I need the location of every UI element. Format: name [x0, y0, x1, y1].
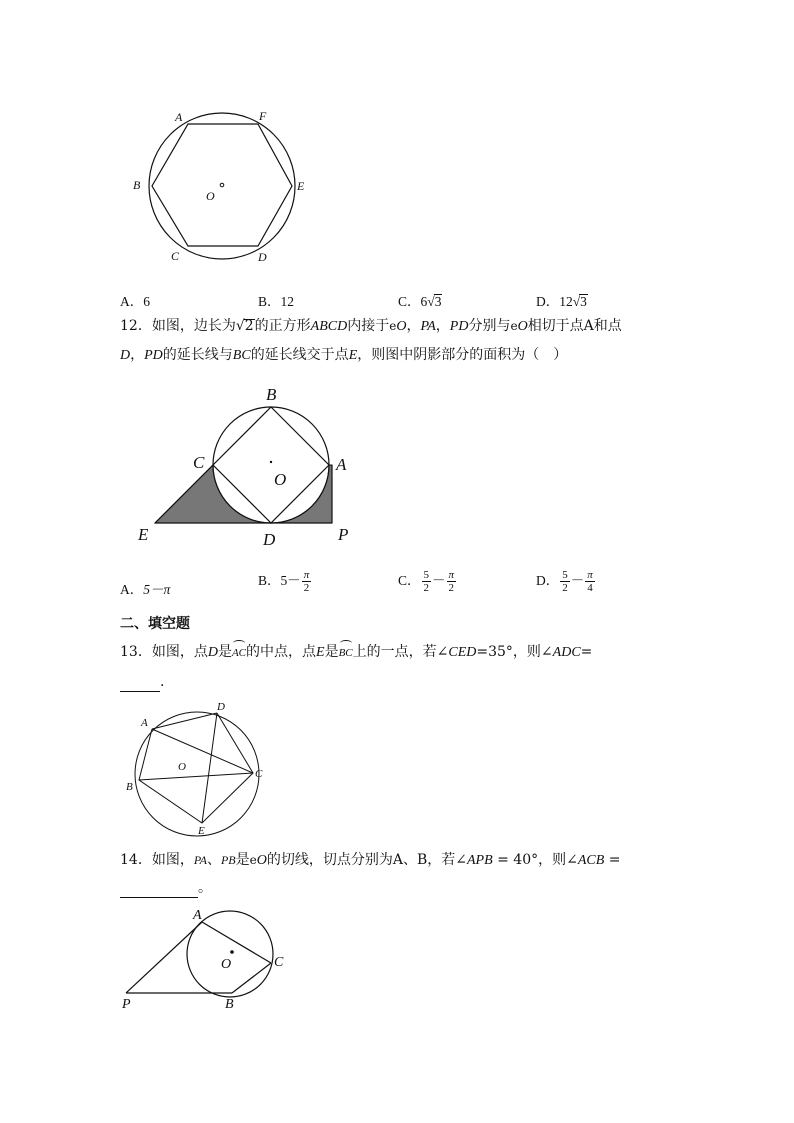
q12-pd: PD [449, 319, 469, 334]
q14-line-1 [120, 850, 620, 871]
q14-figure [118, 902, 298, 1014]
q12-choice-b-letter: B． [258, 573, 281, 588]
q13-label-o: O [178, 761, 186, 773]
q12-circle [213, 407, 329, 523]
q12-choice-a-value: 5－π [143, 582, 171, 597]
q11-figure [125, 105, 325, 265]
q12-line-2 [120, 345, 567, 366]
q12-text-1: 如图，边长为 [151, 318, 236, 334]
q11-label-d: D [258, 250, 267, 264]
q13-chord-ad [152, 713, 217, 729]
q11-hexagon [152, 124, 292, 246]
q12-choice-d-num2: π [587, 569, 593, 582]
q14-text-2: 、 [206, 852, 221, 868]
q13-angle-ced: ∠CED [436, 645, 477, 660]
q11-label-c: C [171, 249, 180, 263]
q14-angle-apb: ∠APB [455, 853, 493, 868]
q13-label-a: A [141, 717, 148, 729]
q12-o-1: O [396, 319, 407, 334]
q13-text-1: 如图，点 [151, 644, 208, 660]
q12-label-p: P [338, 525, 349, 544]
q12-choice-b-pre: 5－ [280, 573, 301, 588]
q12-line2-text3: ，则图中阴影部分的面积为（ ） [357, 347, 568, 363]
q13-chord-dc [217, 713, 253, 773]
q12-center-dot [270, 461, 272, 463]
q12-choice-c-frac2 [447, 569, 457, 594]
q12-text-3: 内接于 [347, 318, 390, 334]
q13-label-e: E [198, 825, 205, 837]
q11-choice-c-radicand: 3 [434, 294, 442, 309]
q12-label-o: O [274, 470, 287, 489]
q12-choice-c-den2: 2 [448, 582, 455, 595]
q14-tangent-pa [126, 922, 202, 993]
q11-choice-c[interactable]: C．6√3 [398, 294, 442, 309]
q14-text-5: = 40°，则 [492, 852, 567, 868]
q14-end: 。 [198, 880, 212, 896]
q12-o-2: O [517, 319, 528, 334]
q13-text-4: 是 [324, 644, 339, 660]
q12-choice-b-den: 2 [303, 582, 310, 595]
q12-figure [130, 378, 370, 553]
q12-choice-c-num1: 5 [423, 569, 430, 582]
q12-choice-c[interactable] [398, 569, 457, 594]
q12-label-a: A [336, 455, 347, 474]
q11-choice-b-value: 12 [280, 294, 295, 309]
q12-choice-d[interactable] [536, 569, 596, 594]
q13-d: D [207, 645, 218, 660]
q14-o: O [256, 853, 267, 868]
q12-line-1: 12．如图，边长为√2的正方形ABCD内接于eO，PA，PD分别与eO相切于点A和点 [120, 318, 622, 334]
q13-figure [120, 698, 280, 840]
q12-shaded-left [155, 465, 271, 523]
q12-label-d: D [263, 530, 276, 549]
q13-label-d: D [217, 701, 225, 713]
q12-choice-d-letter: D． [536, 573, 560, 588]
q14-label-a: A [193, 908, 202, 923]
q13-angle-adc: ∠ADC [540, 645, 581, 660]
q14-pb: PB [220, 853, 236, 867]
q12-choice-b-frac [302, 569, 312, 594]
q11-choice-a[interactable] [120, 290, 150, 310]
q11-choice-b-letter: B． [258, 294, 281, 309]
q12-choice-c-num2: π [448, 569, 455, 582]
q14-center-dot [230, 950, 234, 954]
q12-text-5: 相切于点A和点 [527, 318, 622, 334]
q14-circle-sym: e [249, 853, 257, 867]
q12-choice-d-den2: 4 [587, 582, 593, 595]
q11-label-b: B [133, 178, 141, 192]
q12-label-c: C [193, 453, 205, 472]
q12-comma2: ， [435, 318, 450, 334]
q14-text-4: 的切线，切点分别为A、B，若 [266, 852, 456, 868]
q11-choice-d-radicand: 3 [580, 294, 587, 309]
q12-circle-sym-1: e [389, 319, 397, 333]
q13-label-b: B [126, 781, 133, 793]
q13-chord-de [202, 713, 217, 823]
q13-label-c: C [255, 768, 263, 780]
q12-text-2: 的正方形 [254, 318, 311, 334]
q14-angle-acb: ∠ACB [566, 853, 605, 868]
q12-line2-comma: ， [130, 347, 145, 363]
q13-answer-blank[interactable] [120, 677, 160, 692]
q12-bc: BC [232, 348, 251, 363]
q13-line-1 [120, 642, 592, 663]
q14-text-1: 如图， [151, 852, 194, 868]
q14-pa: PA [193, 853, 207, 867]
q12-label-e: E [138, 525, 149, 544]
q12-abcd: ABCD [310, 319, 348, 334]
q13-line-2 [120, 672, 164, 692]
q11-choice-c-letter: C． [398, 294, 421, 309]
q12-label-b: B [266, 385, 277, 404]
q14-answer-blank[interactable] [120, 883, 198, 898]
q12-pa: PA [420, 319, 436, 334]
q11-choice-a-letter: A． [120, 294, 144, 309]
q12-number: 12． [120, 318, 152, 334]
q11-label-f: F [259, 109, 267, 123]
q12-choice-c-frac1 [422, 569, 432, 594]
q12-choice-d-num1: 5 [562, 569, 568, 582]
q14-label-c: C [274, 955, 284, 970]
q14-label-o: O [221, 957, 232, 972]
q12-e: E [348, 348, 358, 363]
q14-line-2 [120, 878, 212, 898]
q13-number: 13． [120, 644, 152, 660]
q12-d: D [120, 348, 131, 363]
q12-choice-d-frac2 [585, 569, 595, 594]
q12-choice-c-letter: C． [398, 573, 421, 588]
q14-chord-ac [202, 922, 271, 963]
q12-line2-text2: 的延长线交于点 [250, 347, 349, 363]
q11-choice-a-value: 6 [143, 294, 150, 309]
q13-text-7: = [580, 644, 593, 660]
q11-center-dot [220, 183, 224, 187]
q13-e: E [316, 645, 325, 660]
q14-number: 14． [120, 852, 152, 868]
q12-sqrt2: 2 [244, 318, 254, 334]
q12-choice-b[interactable] [258, 569, 312, 594]
q11-label-e: E [297, 179, 305, 193]
q11-choice-c-value: 6 [420, 294, 428, 309]
q12-comma: ， [406, 318, 421, 334]
q13-chord-bc [139, 773, 253, 780]
q12-choice-d-mid: － [570, 573, 585, 588]
q12-choice-d-den1: 2 [562, 582, 568, 595]
q13-text-3: 的中点，点 [246, 644, 317, 660]
q11-choice-d-value: 12 [559, 294, 573, 309]
section-heading-fill-in: 二、填空题 [120, 616, 190, 632]
q12-text-4: 分别与 [468, 318, 511, 334]
q13-text-5: 上的一点，若 [352, 644, 437, 660]
q12-choice-c-mid: － [432, 573, 446, 588]
q14-label-b: B [225, 997, 234, 1012]
q11-choice-d-letter: D． [536, 294, 560, 309]
q12-line2-pd: PD [144, 348, 163, 363]
q14-label-p: P [122, 997, 131, 1012]
q11-choice-b[interactable] [258, 290, 294, 310]
q12-choice-c-den1: 2 [423, 582, 430, 595]
q12-choice-d-frac1 [560, 569, 570, 594]
q11-circle [149, 113, 295, 259]
q13-text-6: =35°，则 [476, 644, 541, 660]
q13-arc-bc: BC [339, 643, 353, 663]
q11-label-o: O [206, 189, 215, 203]
q11-label-a: A [175, 110, 183, 124]
q14-text-3: 是 [235, 852, 250, 868]
q11-choice-d[interactable]: D．12√3 [536, 294, 587, 309]
q12-line2-text1: 的延长线与 [162, 347, 233, 363]
q13-text-2: 是 [217, 644, 232, 660]
q12-circle-sym-2: e [510, 319, 518, 333]
q14-text-6: = [604, 852, 621, 868]
q12-choice-b-num: π [303, 569, 310, 582]
q13-arc-ac: AC [232, 643, 246, 663]
q12-choice-a[interactable] [120, 578, 170, 598]
q13-end: . [160, 674, 165, 690]
q12-choice-a-letter: A． [120, 582, 144, 597]
